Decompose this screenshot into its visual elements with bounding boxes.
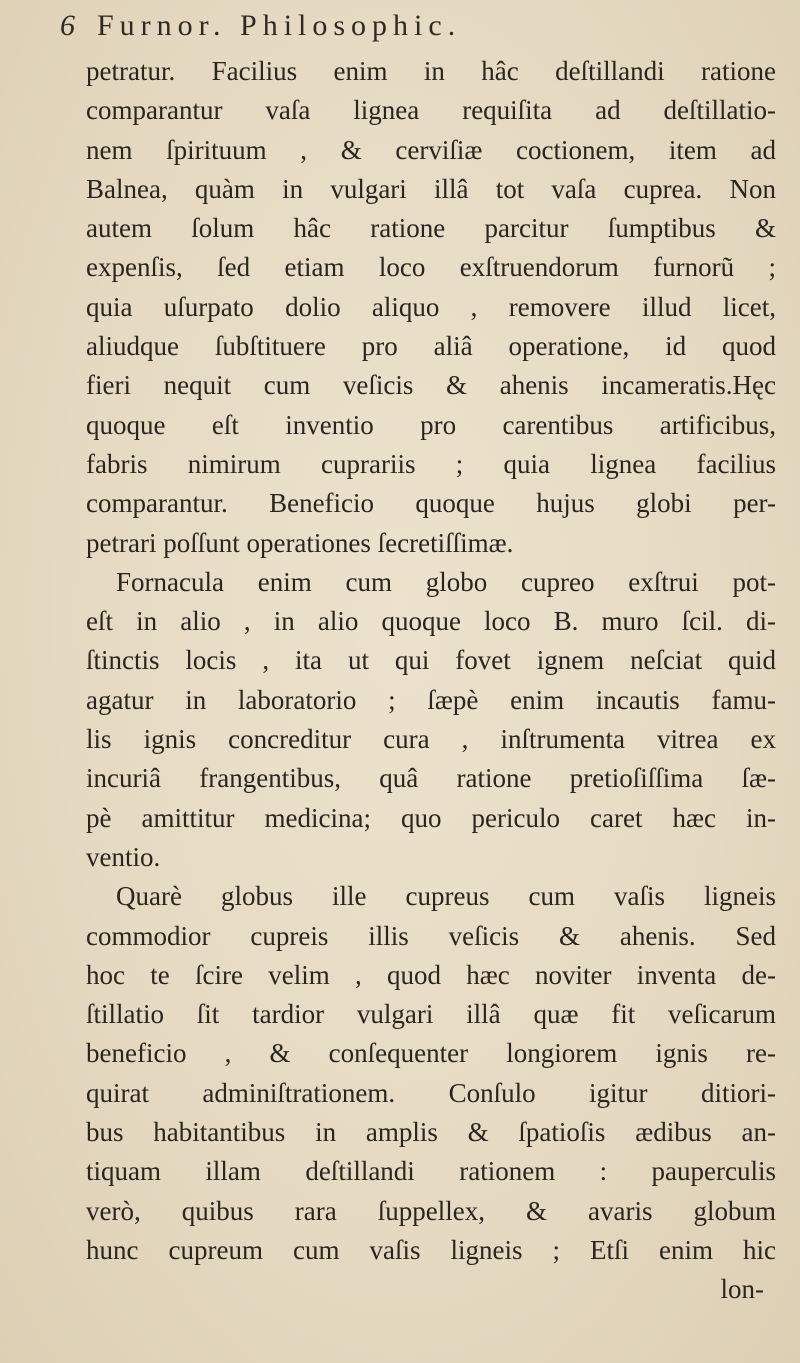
text-line: petratur. Facilius enim in hâc deſtillandi ratione: [86, 56, 776, 86]
text-line: pè amittitur medicina; quo periculo caret hæc in-: [86, 802, 776, 833]
running-header: [60, 4, 760, 48]
text-line: hoc te ſcire velim , quod hæc noviter inventa de-: [86, 959, 776, 990]
text-line: eſt in alio , in alio quoque loco B. muro ſcil. di-: [86, 606, 776, 637]
text-line: bus habitantibus in amplis & ſpatioſis ædibus an-: [86, 1117, 776, 1148]
text-line: ſtillatio ſit tardior vulgari illâ quæ fit veſicarum: [86, 999, 776, 1030]
text-line: verò, quibus rara ſuppellex, & avaris globum: [86, 1195, 776, 1226]
text-line: autem ſolum hâc ratione parcitur ſumptibus &: [86, 213, 776, 244]
text-line: fabris nimirum cuprariis ; quia lignea facilius: [86, 448, 776, 479]
text-line: incuriâ frangentibus, quâ ratione pretioſiſſima ſæ-: [86, 763, 776, 794]
catchword: lon-: [720, 1274, 764, 1305]
text-line: ſtinctis locis , ita ut qui fovet ignem neſciat quid: [86, 645, 776, 676]
text-line: beneficio , & conſequenter longiorem ignis re-: [86, 1038, 776, 1069]
text-line: expenſis, ſed etiam loco exſtruendorum furnorũ ;: [86, 252, 776, 283]
text-line: aliudque ſubſtituere pro aliâ operatione, id quod: [86, 331, 776, 362]
text-line: hunc cupreum cum vaſis ligneis ; Etſi enim hic: [86, 1234, 776, 1265]
text-line: commodior cupreis illis veſicis & ahenis. Sed: [86, 920, 776, 951]
text-line: comparantur. Beneficio quoque hujus globi per-: [86, 488, 776, 519]
text-line: Balnea, quàm in vulgari illâ tot vaſa cuprea. Non: [86, 173, 776, 204]
text-line: quia uſurpato dolio aliquo , removere illud licet,: [86, 291, 776, 322]
text-line: petrari poſſunt operationes ſecretiſſimæ.: [86, 527, 514, 558]
body-text: [86, 52, 776, 1310]
text-line: Quarè globus ille cupreus cum vaſis ligneis: [116, 881, 776, 912]
text-line: comparantur vaſa lignea requiſita ad deſtillatio-: [86, 95, 776, 126]
text-line: Fornacula enim cum globo cupreo exſtrui pot-: [116, 566, 776, 597]
text-line: tiquam illam deſtillandi rationem : pauperculis: [86, 1156, 776, 1187]
text-line: lis ignis concreditur cura , inſtrumenta vitrea ex: [86, 724, 776, 755]
text-line: ventio.: [86, 841, 161, 872]
text-line: nem ſpirituum , & cerviſiæ coctionem, item ad: [86, 134, 776, 165]
running-title: Furnor. Philosophic.: [97, 9, 462, 42]
text-line: quirat adminiſtrationem. Conſulo igitur ditiori-: [86, 1077, 776, 1108]
text-line: quoque eſt inventio pro carentibus artificibus,: [86, 409, 776, 440]
text-line: agatur in laboratorio ; ſæpè enim incautis famu-: [86, 684, 776, 715]
page-number: 6: [60, 9, 75, 42]
text-line: fieri nequit cum veſicis & ahenis incameratis.Hęc: [86, 370, 776, 401]
